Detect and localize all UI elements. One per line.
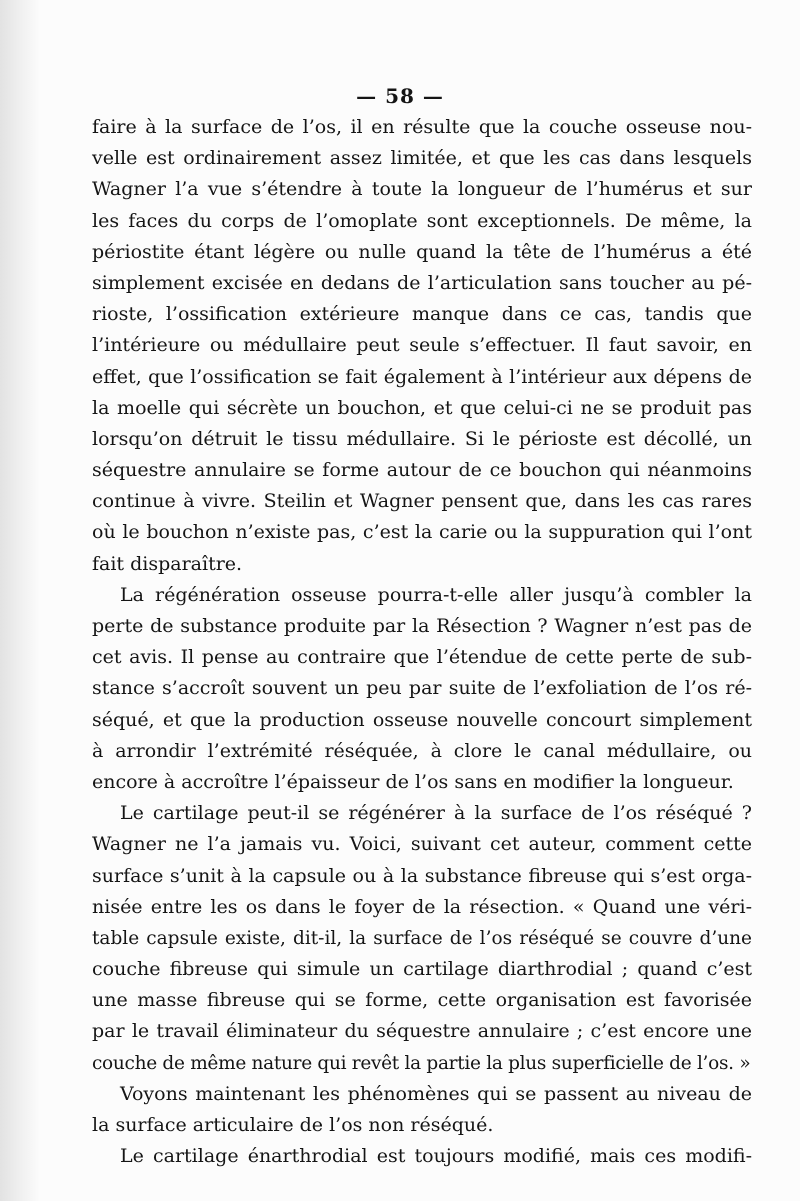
- text-line: velle est ordinairement assez limitée, et que les cas dans lesquels: [92, 147, 752, 170]
- text-line: stance s’accroît souvent un peu par suite de l’exfoliation de l’os ré-: [92, 677, 752, 700]
- text-line: Le cartilage peut-il se régénérer à la surface de l’os réséqué ?: [120, 802, 752, 825]
- text-line: perte de substance produite par la Résection ? Wagner n’est pas de: [92, 615, 752, 637]
- paragraph-4: [92, 1079, 752, 1141]
- text-line: fait disparaître.: [92, 552, 243, 575]
- text-line: les faces du corps de l’omoplate sont exceptionnels. De même, la: [92, 209, 752, 232]
- paragraph-5: [92, 1141, 752, 1172]
- text-line: encore à accroître l’épaisseur de l’os sans en modifier la longueur.: [92, 770, 734, 793]
- text-line: Wagner l’a vue s’étendre à toute la longueur de l’humérus et sur: [92, 178, 752, 201]
- text-line: à arrondir l’extrémité réséquée, à clore le canal médullaire, ou: [92, 739, 752, 762]
- text-line: périostite étant légère ou nulle quand la tête de l’humérus a été: [92, 240, 752, 263]
- text-line: séqué, et que la production osseuse nouvelle concourt simplement: [92, 708, 752, 731]
- text-line: Le cartilage énarthrodial est toujours modifié, mais ces modifi-: [120, 1145, 752, 1168]
- body-text: [92, 112, 752, 1172]
- text-line: continue à vivre. Steilin et Wagner pensent que, dans les cas rares: [92, 490, 752, 513]
- text-line: effet, que l’ossification se fait également à l’intérieur aux dépens de: [92, 365, 752, 388]
- text-line: séquestre annulaire se forme autour de ce bouchon qui néanmoins: [92, 459, 752, 482]
- text-line: une masse fibreuse qui se forme, cette organisation est favorisée: [92, 989, 752, 1012]
- text-line: La régénération osseuse pourra-t-elle aller jusqu’à combler la: [120, 583, 752, 606]
- paragraph-3: [92, 798, 752, 1079]
- text-line: cet avis. Il pense au contraire que l’étendue de cette perte de sub-: [92, 646, 752, 669]
- paragraph-2: [92, 580, 752, 798]
- text-line: lorsqu’on détruit le tissu médullaire. Si le périoste est décollé, un: [92, 427, 752, 450]
- text-line: où le bouchon n’existe pas, c’est la carie ou la suppuration qui l’ont: [92, 521, 752, 544]
- text-line: couche de même nature qui revêt la partie la plus superficielle de l’os. »: [92, 1052, 751, 1074]
- text-line: rioste, l’ossification extérieure manque dans ce cas, tandis que: [92, 303, 752, 326]
- text-line: Wagner ne l’a jamais vu. Voici, suivant cet auteur, comment cette: [92, 833, 752, 856]
- text-line: simplement excisée en dedans de l’articulation sans toucher au pé-: [92, 271, 752, 294]
- text-line: Voyons maintenant les phénomènes qui se passent au niveau de: [120, 1082, 752, 1105]
- text-line: surface s’unit à la capsule ou à la substance fibreuse qui s’est orga-: [92, 864, 752, 887]
- page-number: — 58 —: [356, 84, 444, 108]
- text-line: nisée entre les os dans le foyer de la résection. « Quand une véri-: [92, 895, 752, 918]
- text-line: la moelle qui sécrète un bouchon, et que celui-ci ne se produit pas: [92, 396, 752, 419]
- text-line: table capsule existe, dit-il, la surface de l’os réséqué se couvre d’une: [92, 927, 752, 949]
- text-line: couche fibreuse qui simule un cartilage diarthrodial ; quand c’est: [92, 958, 752, 981]
- text-line: faire à la surface de l’os, il en résulte que la couche osseuse nou-: [92, 116, 752, 138]
- text-line: par le travail éliminateur du séquestre annulaire ; c’est encore une: [92, 1020, 752, 1043]
- text-line: la surface articulaire de l’os non réséqué.: [92, 1114, 494, 1136]
- paragraph-1: [92, 112, 752, 580]
- text-line: l’intérieure ou médullaire peut seule s’effectuer. Il faut savoir, en: [92, 334, 752, 357]
